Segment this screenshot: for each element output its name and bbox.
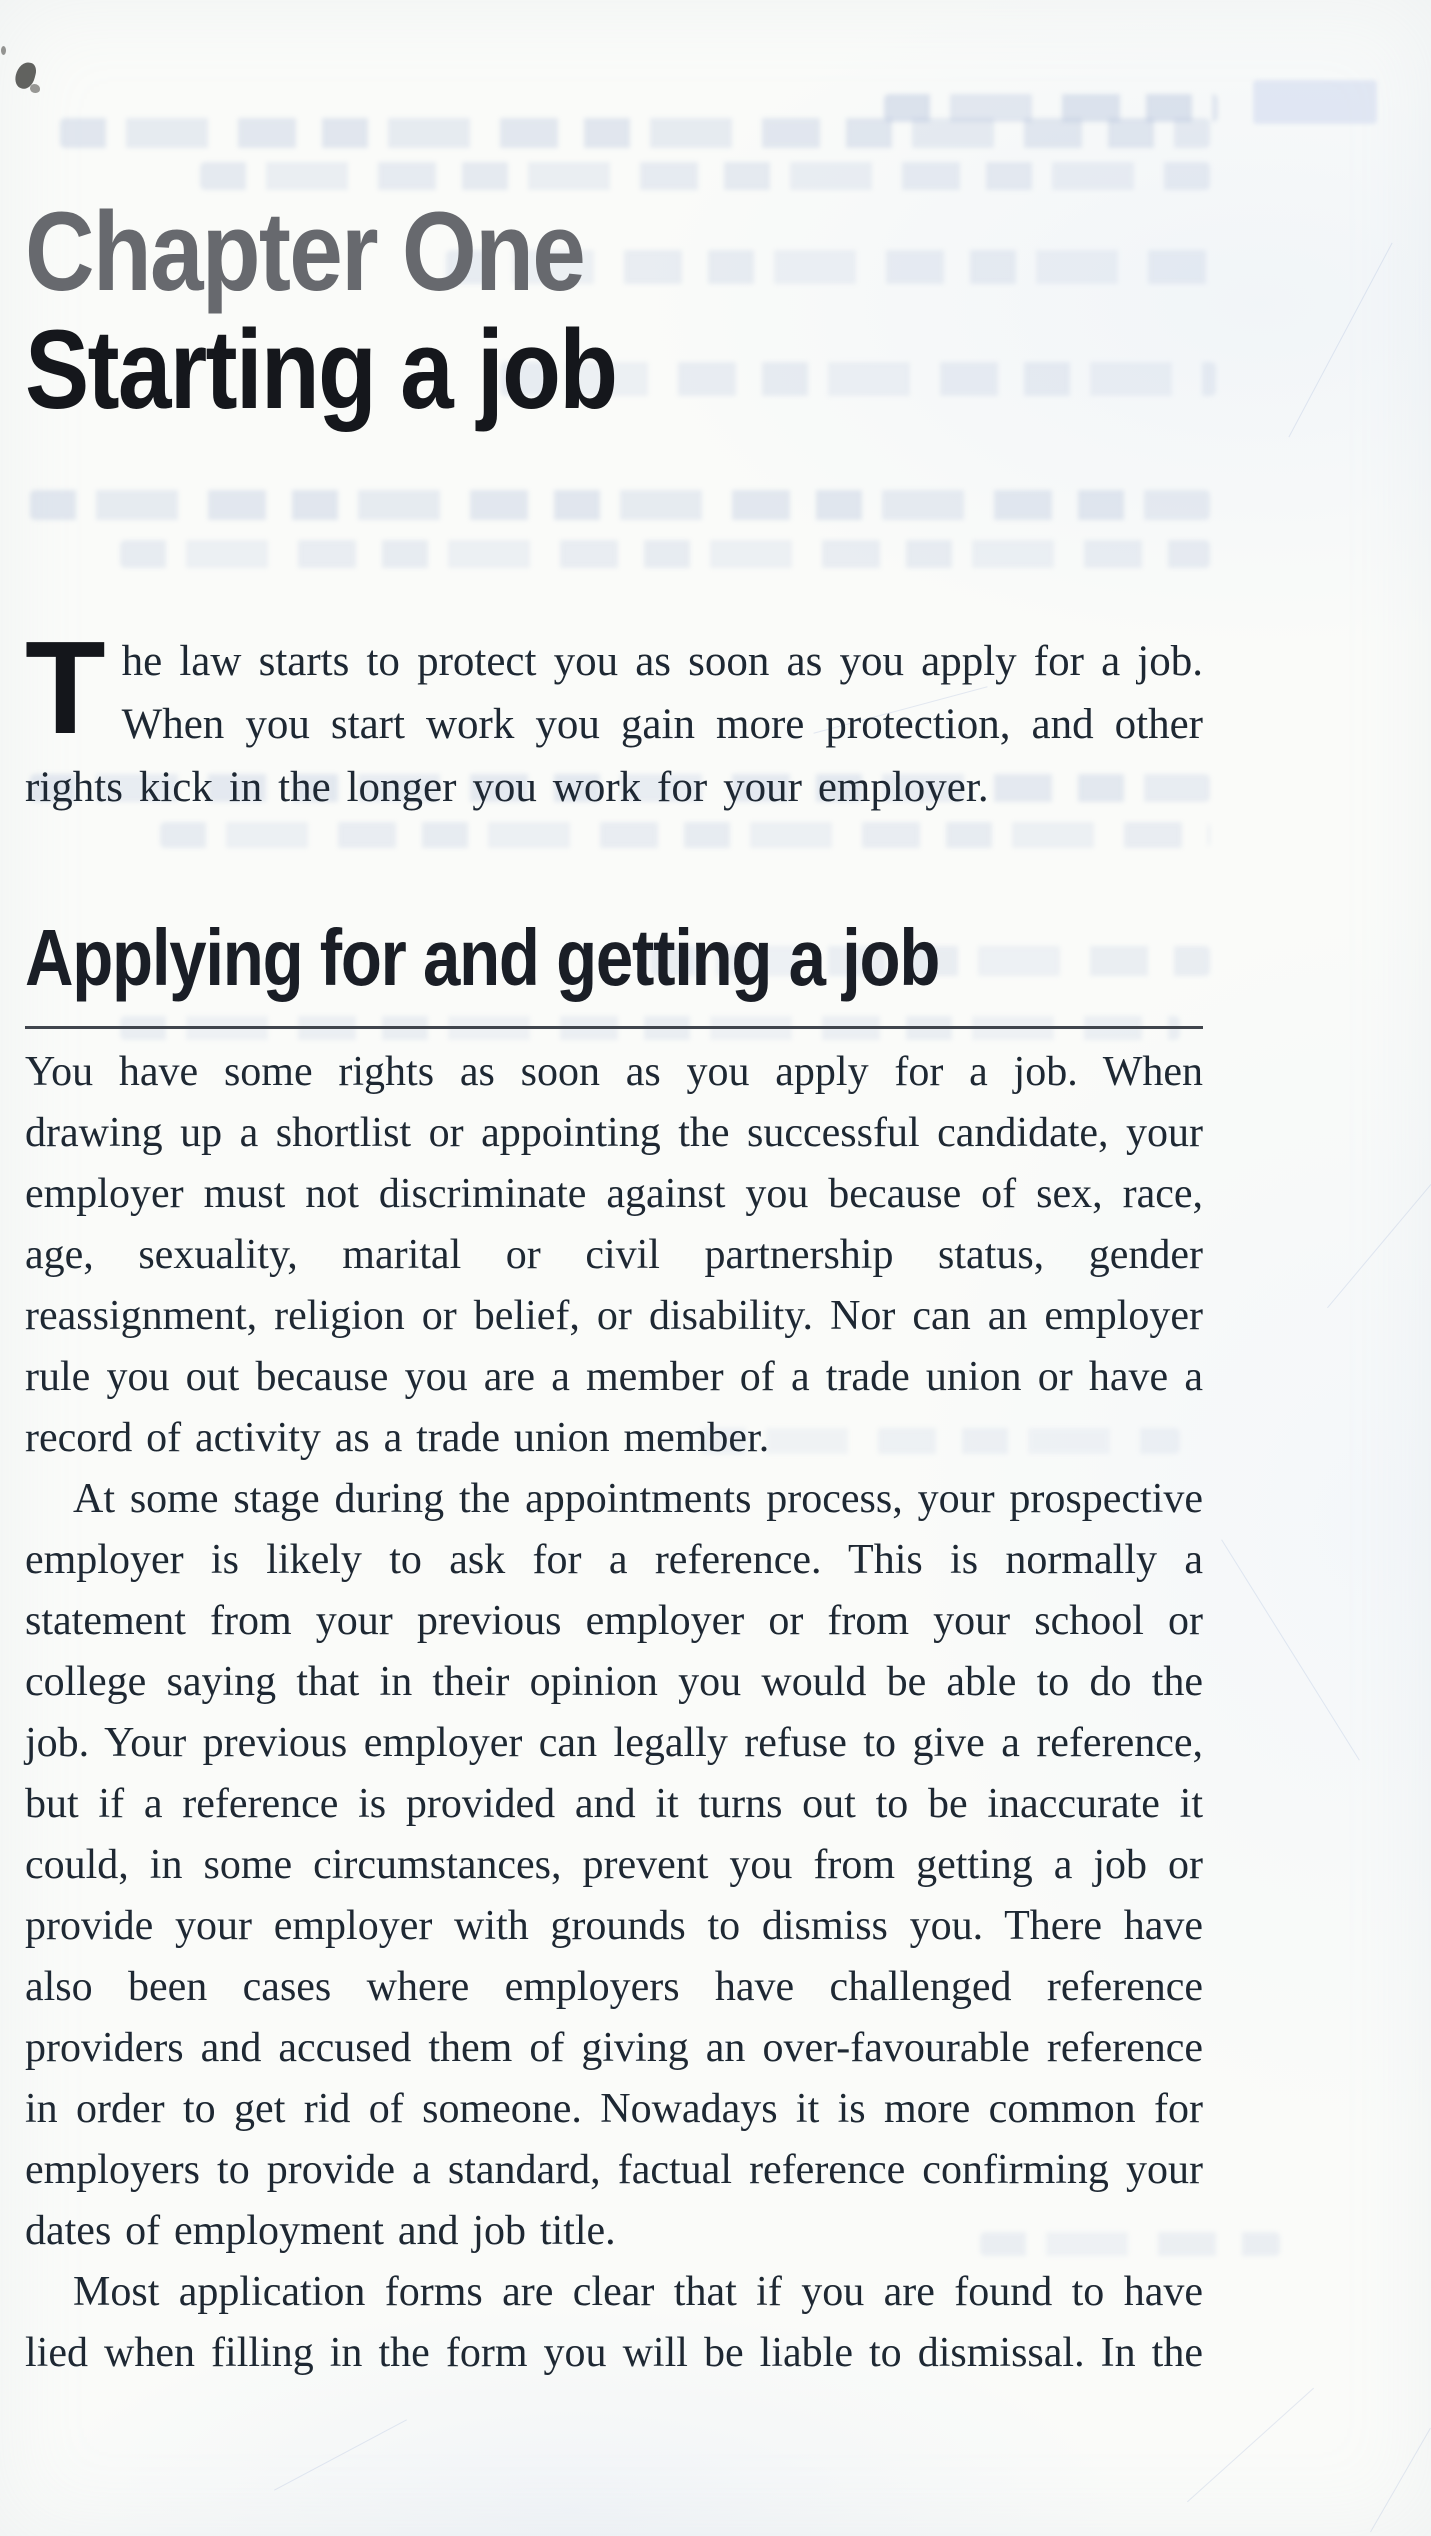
paper-scratch: [1187, 2388, 1314, 2502]
ink-speck: [1, 46, 6, 55]
section-rule: [25, 1026, 1203, 1029]
paper-scratch: [1288, 243, 1392, 438]
section-body: [25, 1042, 1203, 2384]
body-paragraph: You have some rights as soon as you apply for a job. When drawing up a shortlist or appointing the successful candidate, your employer must not discriminate against you because of sex, race, age, sexuality, marital or civil partnership status, gender reassignment, religion or belief, or disability. Nor can an employer rule you out because you are a member of a trade union or have a record of activity as a trade union member.: [25, 1049, 1203, 1461]
bleed-through-text: [884, 94, 1218, 122]
chapter-title: Starting a job: [25, 307, 617, 432]
ghost-header-band: [1253, 80, 1377, 124]
chapter-label: Chapter One: [25, 189, 585, 314]
bleed-through-text: [120, 540, 1210, 568]
bleed-through-text: [30, 490, 1210, 520]
body-paragraph: At some stage during the appointments process, your prospective employer is likely to ask for a reference. This is normally a statement from your previous employer or from your school or college saying that in their opinion you would be able to do the job. Your previous employer can legally refuse to give a reference, but if a reference is provided and it turns out to be inaccurate it could, in some circumstances, prevent you from getting a job or provide your employer with grounds to dismiss you. There have also been cases where employers have challenged reference providers and accused them of giving an over-favourable reference in order to get rid of someone. Nowadays it is more common for employers to provide a standard, factual reference confirming your dates of employment and job title.: [25, 1476, 1203, 2254]
bleed-through-text: [200, 162, 1210, 190]
paper-scratch: [1327, 1162, 1431, 1308]
section-heading: Applying for and getting a job: [25, 913, 940, 1002]
paper-scratch: [1221, 1539, 1360, 1760]
body-paragraph: Most application forms are clear that if you are found to have lied when filling in the form you will be liable to dismissal. In the: [25, 2269, 1203, 2376]
ink-blot: [30, 84, 40, 93]
intro-paragraph: [25, 614, 1203, 819]
paper-scratch: [274, 2419, 407, 2490]
drop-cap: T: [25, 614, 106, 761]
paper-scratch: [1370, 2428, 1431, 2532]
intro-text: he law starts to protect you as soon as you apply for a job. When you start work you gain more protection, and other rights kick in the longer you work for your employer.: [25, 638, 1203, 811]
bleed-through-text: [60, 118, 1210, 148]
bleed-through-text: [160, 822, 1210, 848]
